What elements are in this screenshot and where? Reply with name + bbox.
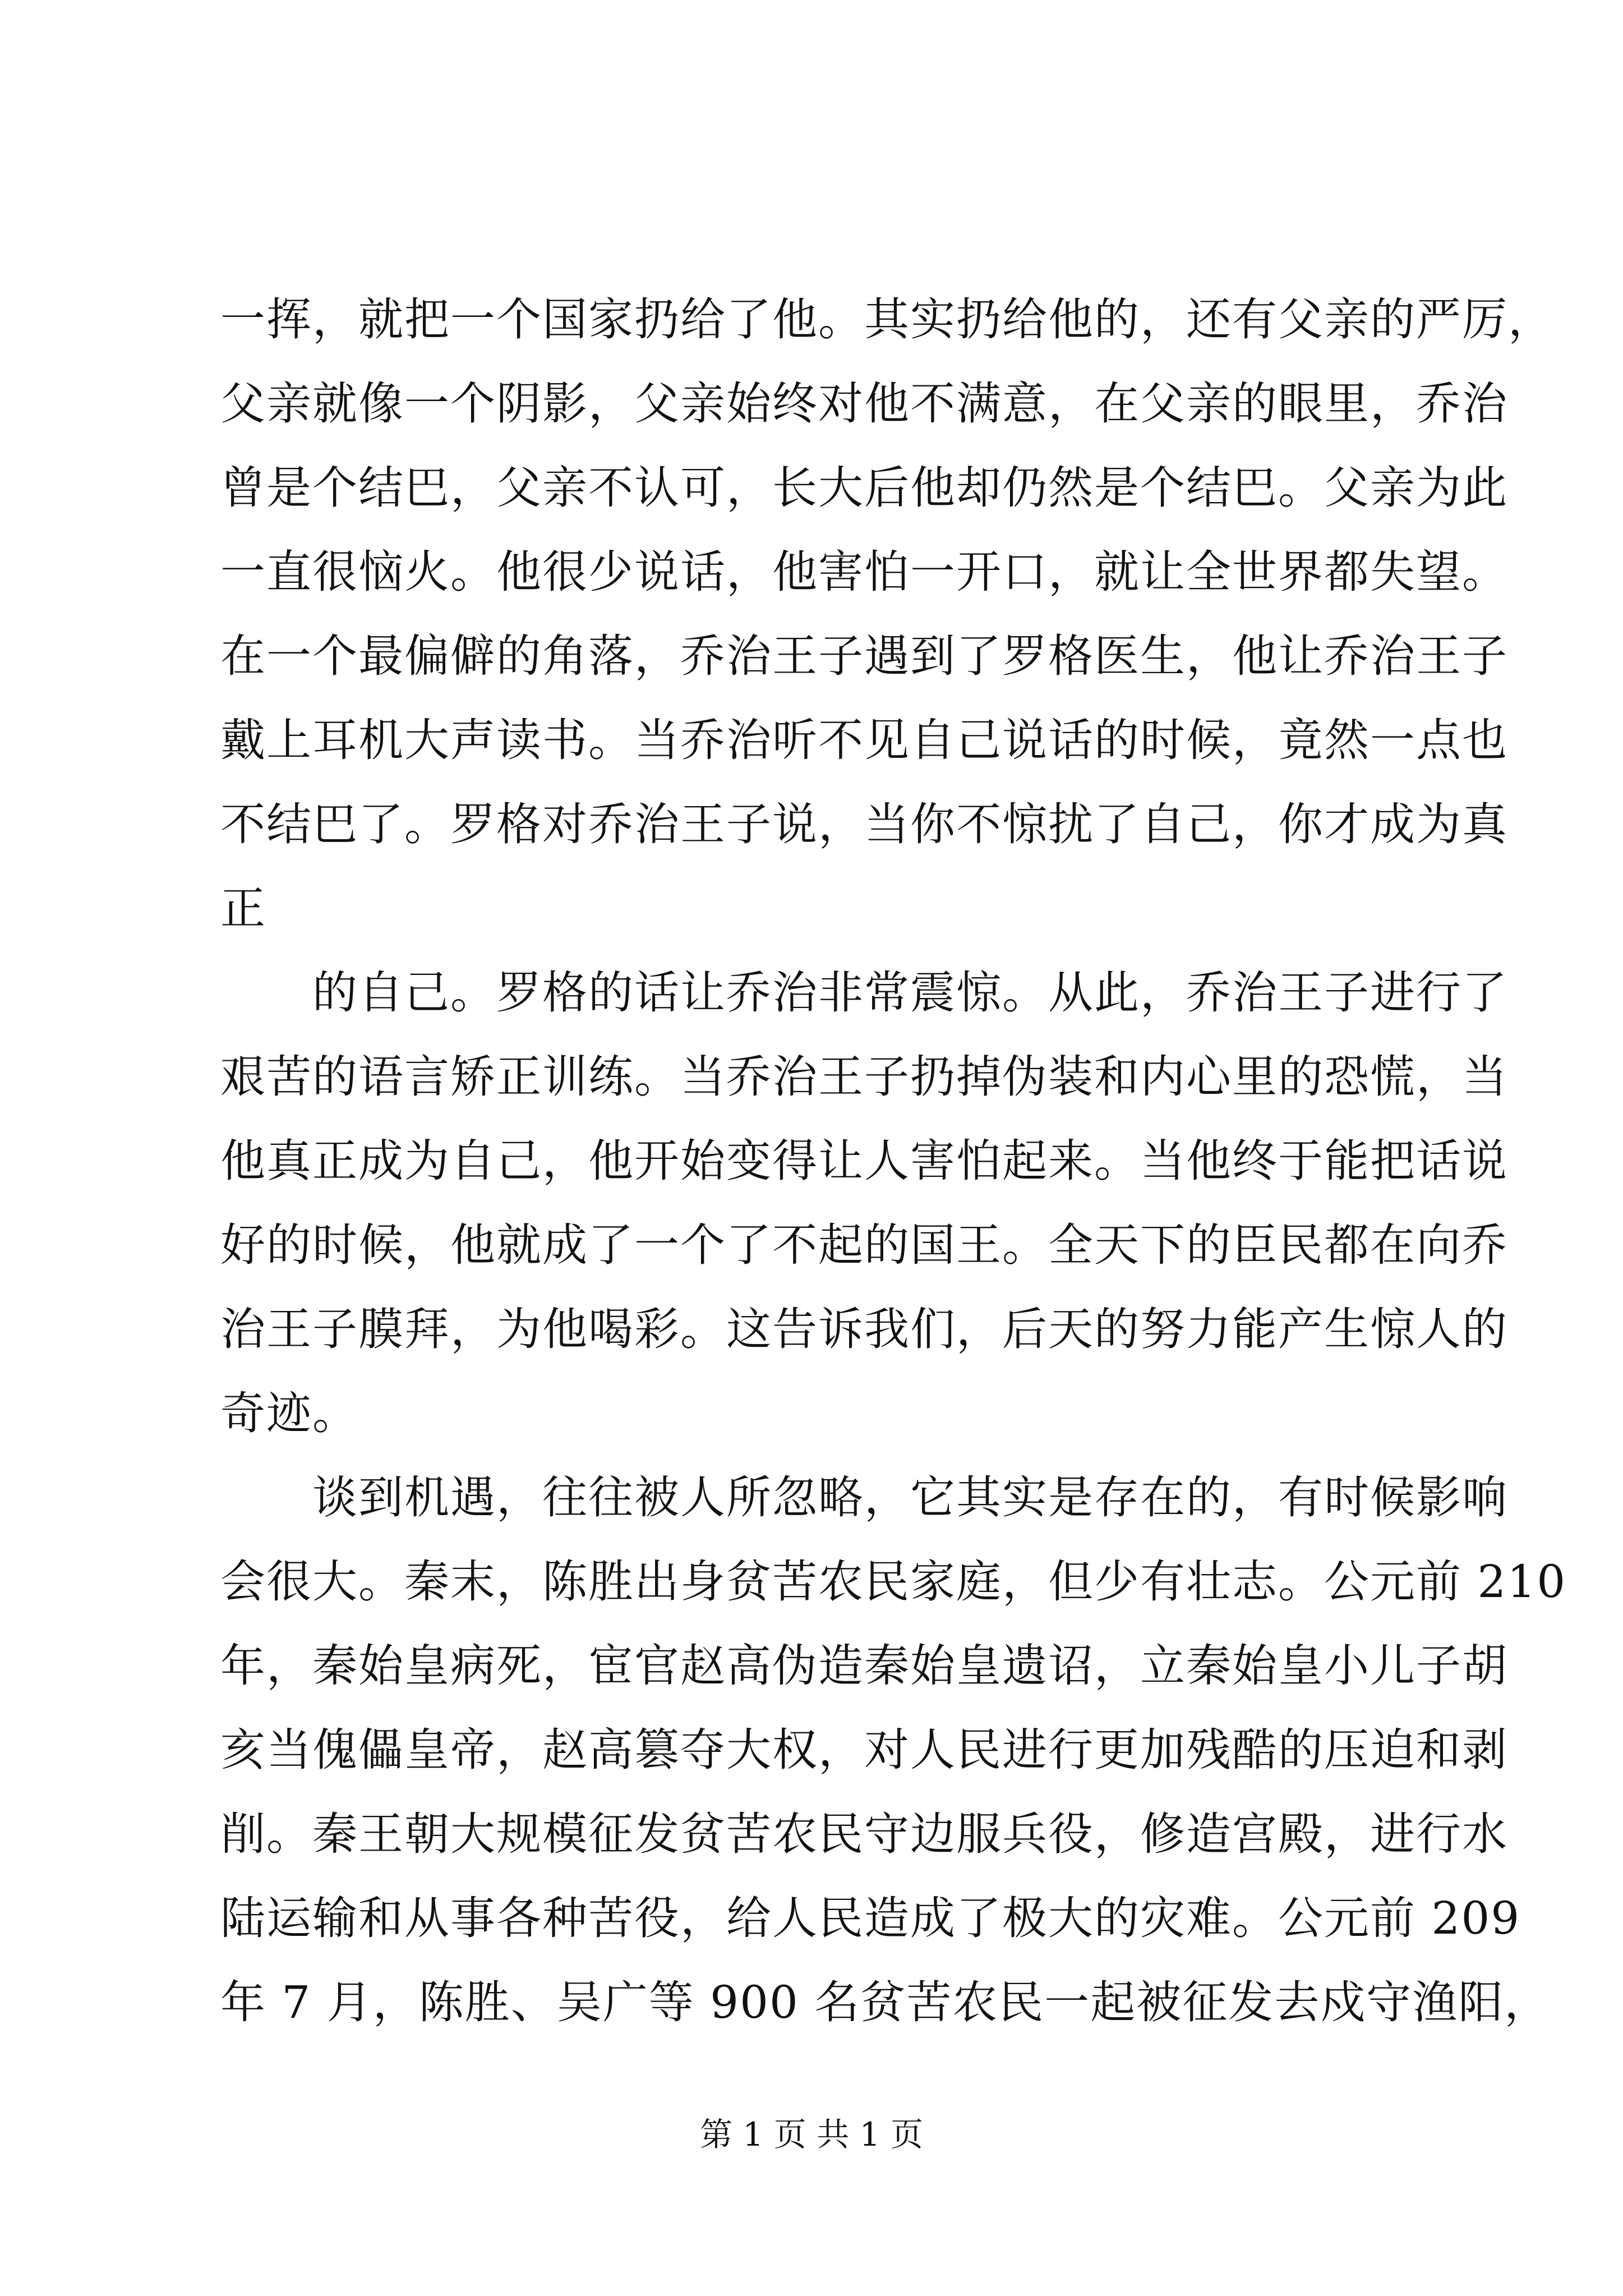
body-line-21: 年 7 月，陈胜、吴广等 900 名贫苦农民一起被征发去戍守渔阳，	[220, 1976, 1551, 2028]
body-line-8: 正	[220, 882, 266, 935]
body-line-11: 他真正成为自己，他开始变得让人害怕起来。当他终于能把话说	[220, 1135, 1508, 1187]
body-line-9: 的自己。罗格的话让乔治非常震惊。从此，乔治王子进行了	[220, 967, 1508, 1019]
body-line-19: 削。秦王朝大规模征发贫苦农民守边服兵役，修造宫殿，进行水	[220, 1808, 1508, 1860]
body-line-1: 一挥，就把一个国家扔给了他。其实扔给他的，还有父亲的严厉，	[220, 293, 1554, 346]
body-line-20: 陆运输和从事各种苦役，给人民造成了极大的灾难。公元前 209	[220, 1892, 1521, 1944]
body-line-7: 不结巴了。罗格对乔治王子说，当你不惊扰了自己，你才成为真	[220, 798, 1508, 850]
body-line-5: 在一个最偏僻的角落，乔治王子遇到了罗格医生，他让乔治王子	[220, 630, 1508, 682]
body-line-17: 年，秦始皇病死，宦官赵高伪造秦始皇遗诏，立秦始皇小儿子胡	[220, 1640, 1508, 1692]
body-line-4: 一直很恼火。他很少说话，他害怕一开口，就让全世界都失望。	[220, 546, 1508, 598]
body-line-12: 好的时候，他就成了一个了不起的国王。全天下的臣民都在向乔	[220, 1219, 1508, 1271]
body-line-18: 亥当傀儡皇帝，赵高篡夺大权，对人民进行更加残酷的压迫和剥	[220, 1724, 1508, 1776]
body-line-10: 艰苦的语言矫正训练。当乔治王子扔掉伪装和内心里的恐慌，当	[220, 1051, 1508, 1103]
body-line-2: 父亲就像一个阴影，父亲始终对他不满意，在父亲的眼里，乔治	[220, 378, 1508, 430]
body-line-13: 治王子膜拜，为他喝彩。这告诉我们，后天的努力能产生惊人的	[220, 1303, 1508, 1355]
body-line-15: 谈到机遇，往往被人所忽略，它其实是存在的，有时候影响	[220, 1471, 1508, 1524]
page-footer: 第 1 页 共 1 页	[700, 2115, 923, 2154]
body-line-16: 会很大。秦末，陈胜出身贫苦农民家庭，但少有壮志。公元前 210	[220, 1556, 1567, 1608]
body-line-14: 奇迹。	[220, 1387, 358, 1439]
body-line-3: 曾是个结巴，父亲不认可，长大后他却仍然是个结巴。父亲为此	[220, 462, 1508, 514]
body-line-6: 戴上耳机大声读书。当乔治听不见自己说话的时候，竟然一点也	[220, 714, 1508, 766]
